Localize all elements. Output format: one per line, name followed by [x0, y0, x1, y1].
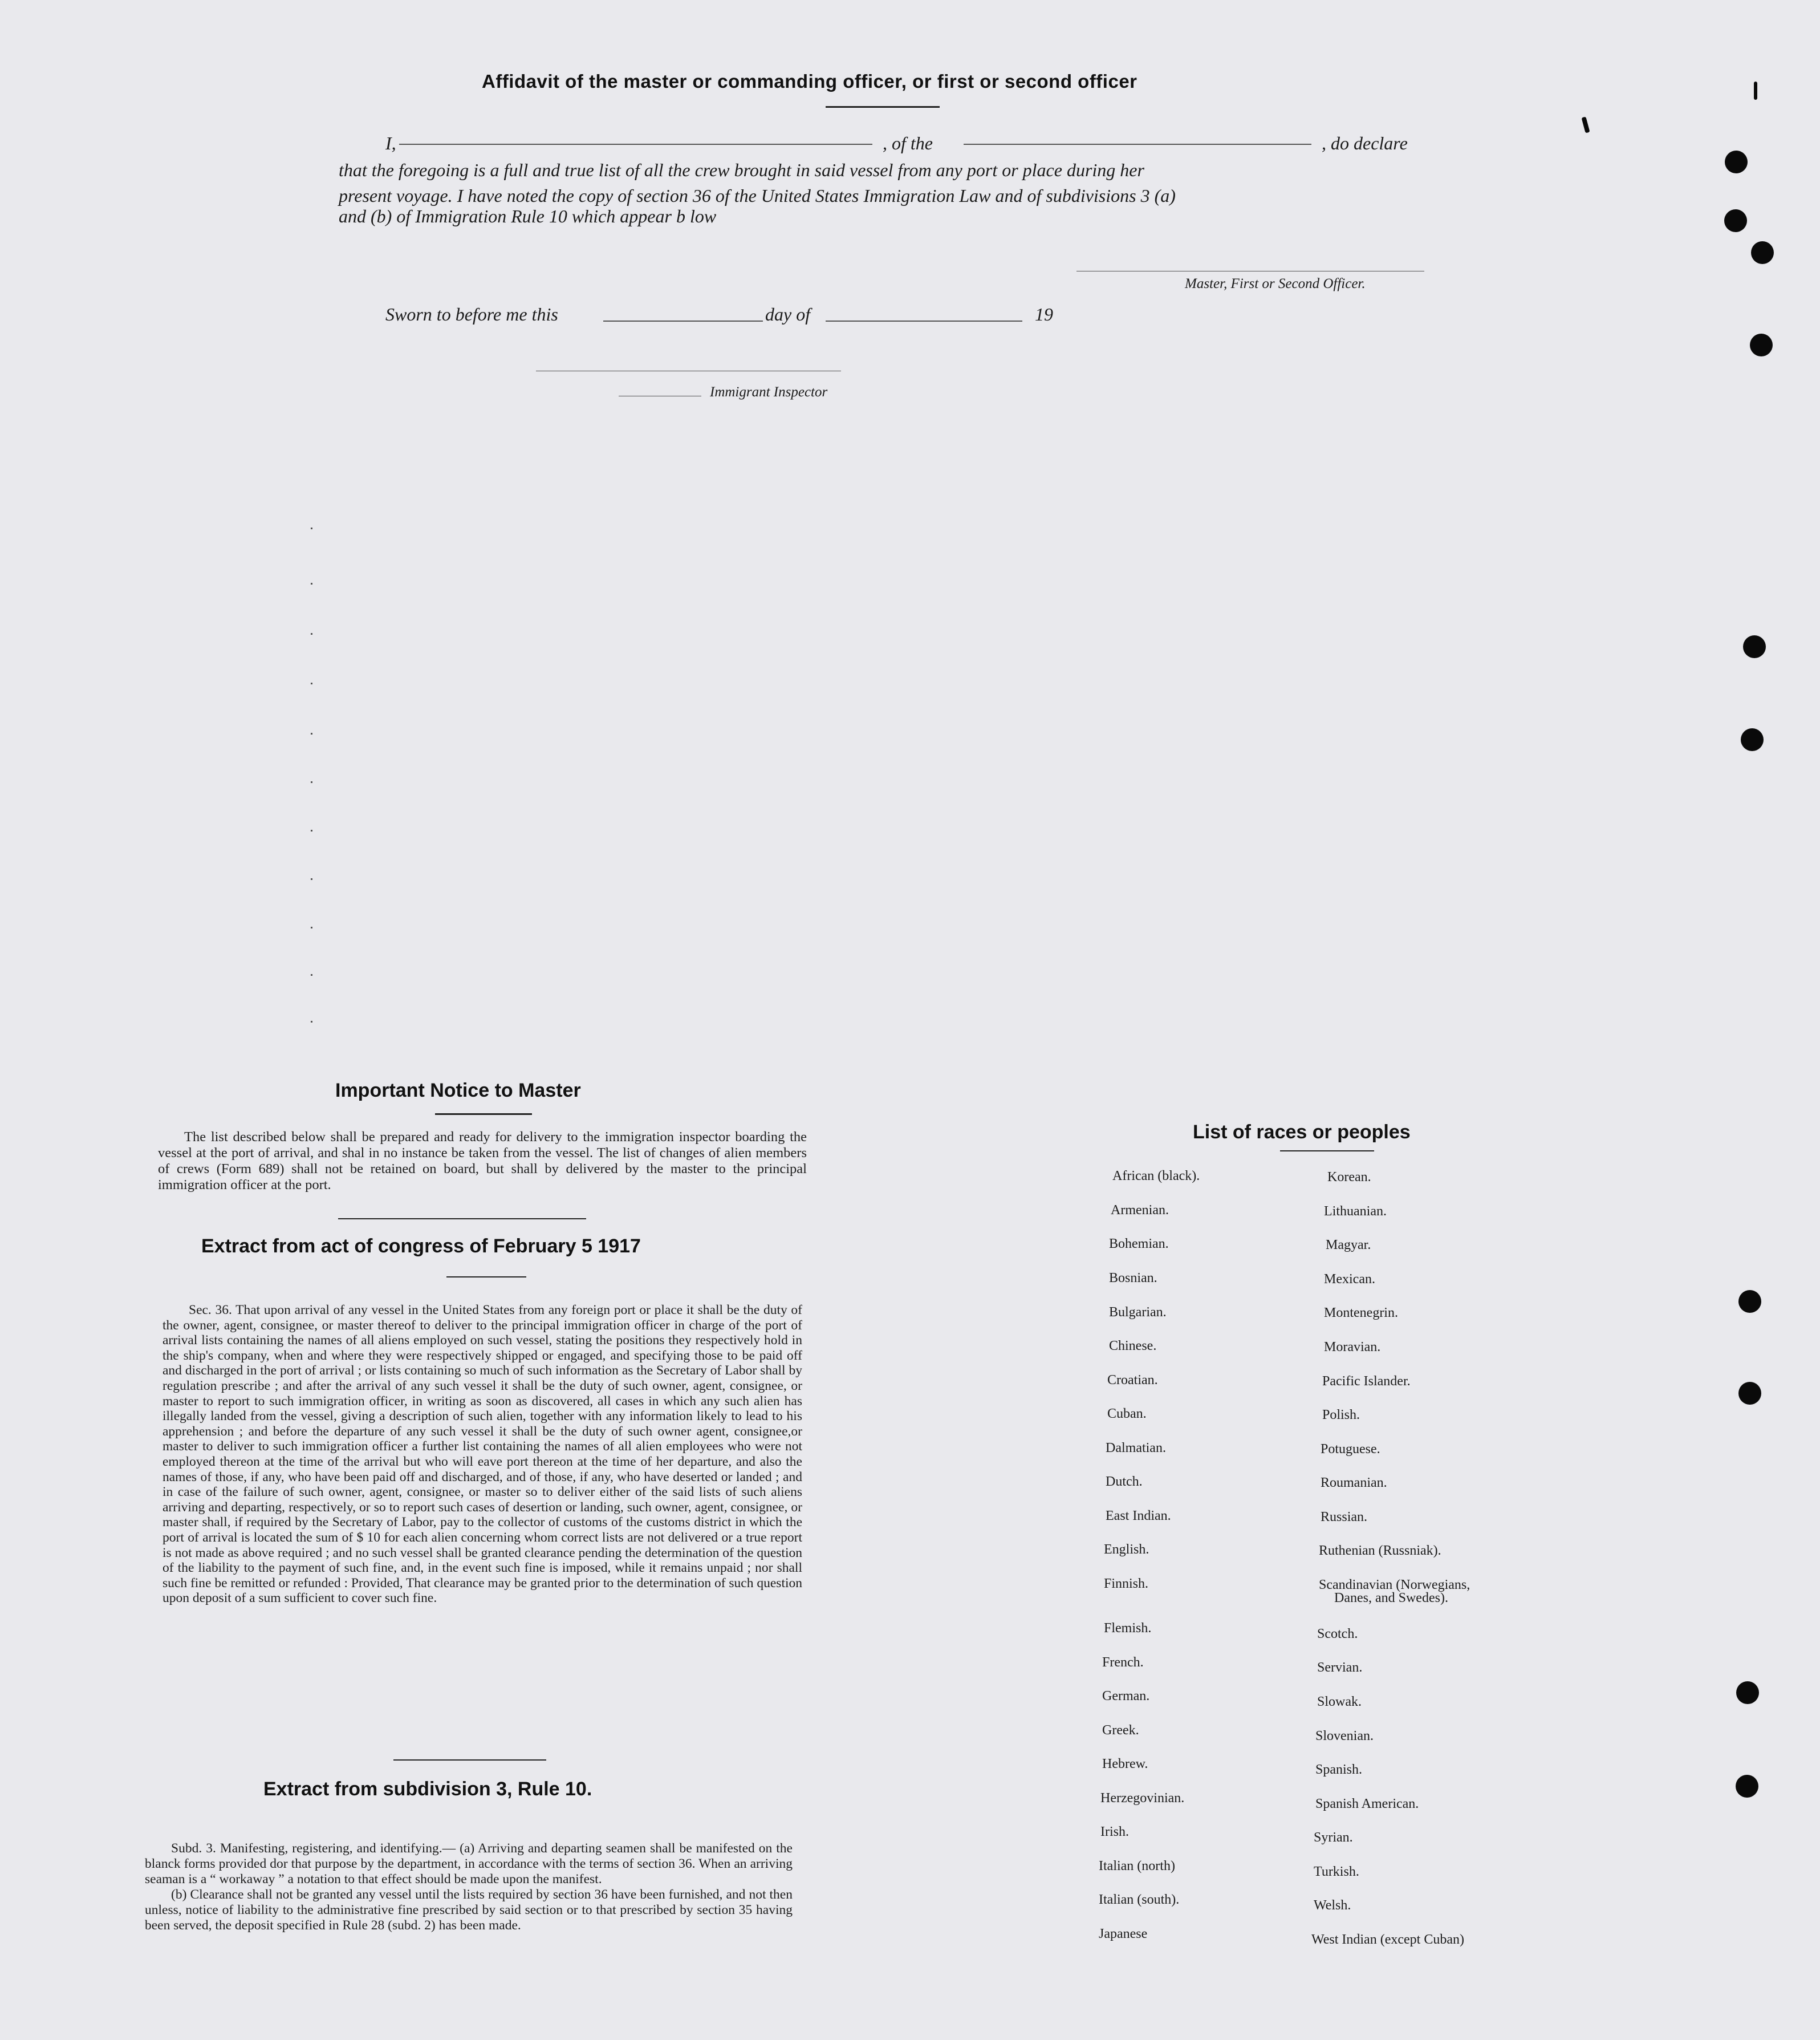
races-title-underline — [1280, 1150, 1374, 1151]
race-item: Japanese — [1099, 1927, 1148, 1941]
extract-rule-para-b: (b) Clearance shall not be granted any vessel until the lists required by section 36 have been furnished, and not then unless, notice of liability to the administrative fine prescribed by said section or to that prescribed by section 35 having been served, the deposit specified in Rule 28 (subd. 2) has been made. — [145, 1887, 793, 1933]
race-item: Potuguese. — [1321, 1442, 1380, 1457]
margin-tick — [311, 781, 312, 783]
race-item: Ruthenian (Russniak). — [1319, 1543, 1441, 1558]
race-item: African (black). — [1112, 1169, 1200, 1183]
race-item: East Indian. — [1106, 1508, 1171, 1523]
margin-tick — [311, 1021, 312, 1023]
race-item: English. — [1104, 1542, 1149, 1557]
punch-hole — [1724, 209, 1747, 232]
race-item: Welsh. — [1314, 1898, 1351, 1913]
extract-rule-title: Extract from subdivision 3, Rule 10. — [263, 1778, 592, 1800]
margin-tick — [311, 830, 312, 832]
race-item: Dalmatian. — [1106, 1441, 1166, 1455]
race-item: Danes, and Swedes). — [1334, 1591, 1448, 1605]
extract-act-title: Extract from act of congress of February 5 1917 — [201, 1235, 641, 1257]
race-item: Finnish. — [1104, 1576, 1149, 1591]
edge-mark — [1582, 116, 1590, 133]
punch-hole — [1725, 151, 1748, 173]
race-item: Servian. — [1317, 1660, 1363, 1675]
race-item: Croatian. — [1107, 1373, 1158, 1388]
race-item: Syrian. — [1314, 1830, 1353, 1845]
race-item: Herzegovinian. — [1100, 1791, 1185, 1806]
margin-tick — [311, 528, 312, 529]
affidavit-body-line-2: present voyage. I have noted the copy of section 36 of the United States Immigration Law and of subdivisions 3 (a) — [339, 185, 1176, 206]
race-item: Scotch. — [1317, 1627, 1358, 1641]
sworn-label: Sworn to before me this — [385, 304, 558, 325]
race-item: German. — [1102, 1689, 1150, 1704]
notice-divider — [338, 1218, 586, 1219]
inspector-label: Immigrant Inspector — [710, 384, 828, 400]
race-item: Montenegrin. — [1324, 1305, 1398, 1320]
affidavit-title: Affidavit of the master or commanding officer, or first or second officer — [482, 71, 1138, 92]
races-title: List of races or peoples — [1193, 1121, 1411, 1143]
margin-tick — [311, 927, 312, 928]
race-item: Mexican. — [1324, 1272, 1375, 1287]
notice-title-underline — [435, 1113, 532, 1115]
race-item: Armenian. — [1111, 1203, 1169, 1218]
race-item: Korean. — [1327, 1170, 1371, 1185]
of-the-label: , of the — [883, 133, 933, 153]
race-item: Hebrew. — [1102, 1757, 1148, 1771]
extract-rule-para-a: Subd. 3. Manifesting, registering, and identifying.— (a) Arriving and departing seamen shall be manifested on the blanck forms provided dor that purpose by the department, in accordance with the terms of section 36. When an arriving seaman is a “ workaway ” a notation to that effect should be made upon the manifest. — [145, 1841, 793, 1887]
race-item: Moravian. — [1324, 1340, 1381, 1354]
margin-tick — [311, 974, 312, 976]
punch-hole — [1741, 728, 1764, 751]
affidavit-body-line-3: and (b) of Immigration Rule 10 which appear b low — [339, 206, 717, 226]
margin-tick — [311, 878, 312, 880]
race-item: Bohemian. — [1109, 1236, 1169, 1251]
declarant-label: I, — [385, 133, 396, 153]
race-item: French. — [1102, 1655, 1144, 1670]
race-item: Dutch. — [1106, 1474, 1143, 1489]
vessel-name-field[interactable] — [964, 144, 1311, 145]
race-item: Cuban. — [1107, 1406, 1147, 1421]
punch-hole — [1750, 334, 1773, 356]
extract-act-underline — [446, 1276, 526, 1277]
race-item: Russian. — [1321, 1510, 1368, 1524]
margin-tick — [311, 733, 312, 735]
race-item: Scandinavian (Norwegians, — [1319, 1577, 1470, 1592]
extract-act-text: Sec. 36. That upon arrival of any vessel in the United States from any foreign port or place it shall be the duty of the owner, agent, consignee, or master thereof to deliver to the principal immigration officer in charge of the port of arrival lists containing the names of all aliens employed on such vessel, stating the positions they respectively hold in the ship's company, when and where they were respectively shipped or engaged, and specifying those to be paid off and discharged in the port of arrival ; or lists containing so much of such information as the Secretary of Labor shall by regulation prescribe ; and after the arrival of any such vessel it shall be the duty of such owner, agent, consignee, or master to report to such immigration officer, in writing as soon as discovered, all cases in which any such alien has illegally landed from the vessel, giving a description of such alien, together with any information likely to lead to his apprehension ; and before the departure of any such vessel it shall be the duty of such owner agent, consignee,or master to deliver to such immigration officer a further list containing the names of all alien employees who were not employed thereon at the time of the arrival but who will eave port thereon at the time of her departure, and also the names of those, if any, who have been paid off and discharged, and of those, if any, who have deserted or landed ; and in case of the failure of such owner, agent, consignee, or master so to deliver either of the said lists of such aliens arriving and departing, respectively, or so to report such cases of desertion or landing, such owner, agent, consignee, or master shall, if required by the Secretary of Labor, pay to the collector of customs of the customs district in which the port of arrival is located the sum of $ 10 for each alien concerning whom correct lists are not delivered or a true report is not made as above required ; and no such vessel shall be granted clearance pending the determination of the question of the liability to the payment of such fine, and, in the event such fine is imposed, while it remains unpaid ; nor shall such fine be remitted or refunded : Provided, That clearance may be granted prior to the determination of such question upon deposit of a sum sufficient to cover such fine. — [162, 1303, 802, 1606]
race-item: Chinese. — [1109, 1339, 1157, 1353]
race-item: Roumanian. — [1321, 1475, 1387, 1490]
notice-title: Important Notice to Master — [335, 1080, 581, 1101]
race-item: Polish. — [1322, 1408, 1360, 1422]
day-of-label: day of — [765, 304, 811, 325]
margin-tick — [311, 683, 312, 684]
race-item: West Indian (except Cuban) — [1311, 1932, 1464, 1947]
officer-signature-label: Master, First or Second Officer. — [1185, 276, 1366, 291]
margin-tick — [311, 583, 312, 585]
year-label: 19 — [1035, 304, 1053, 325]
race-item: Slovenian. — [1315, 1729, 1374, 1743]
race-item: Italian (north) — [1099, 1859, 1175, 1873]
race-item: Flemish. — [1104, 1621, 1152, 1636]
do-declare-label: , do declare — [1322, 133, 1408, 153]
punch-hole — [1736, 1775, 1758, 1798]
race-item: Greek. — [1102, 1723, 1139, 1738]
race-item: Bulgarian. — [1109, 1305, 1167, 1320]
race-item: Bosnian. — [1109, 1271, 1157, 1285]
extract-act-divider — [393, 1759, 546, 1761]
race-item: Spanish American. — [1315, 1796, 1419, 1811]
margin-tick — [311, 633, 312, 635]
declarant-name-field[interactable] — [399, 144, 872, 145]
affidavit-title-underline — [826, 106, 940, 108]
extract-rule-text — [145, 1841, 793, 1933]
sworn-month-field[interactable] — [826, 321, 1022, 322]
race-item: Lithuanian. — [1324, 1204, 1387, 1219]
race-item: Turkish. — [1314, 1864, 1359, 1879]
race-item: Spanish. — [1315, 1762, 1363, 1777]
race-item: Slowak. — [1317, 1694, 1362, 1709]
notice-text: The list described below shall be prepared and ready for delivery to the immigration inspector boarding the vessel at the port of arrival, and shal in no instance be taken from the vessel. The list of changes of alien members of crews (Form 689) shall not be retained on board, but shall by delivered by the master to the principal immigration officer at the port. — [158, 1129, 807, 1193]
race-item: Magyar. — [1326, 1238, 1371, 1252]
punch-hole — [1743, 635, 1766, 658]
punch-hole — [1751, 241, 1774, 264]
sworn-day-field[interactable] — [603, 321, 763, 322]
punch-hole — [1738, 1290, 1761, 1313]
punch-hole — [1738, 1382, 1761, 1405]
affidavit-body-line-1: that the foregoing is a full and true list of all the crew brought in said vessel from any port or place during her — [339, 160, 1144, 180]
race-item: Pacific Islander. — [1322, 1374, 1411, 1389]
punch-hole — [1736, 1681, 1759, 1704]
race-item: Irish. — [1100, 1824, 1129, 1839]
edge-mark — [1754, 82, 1757, 100]
race-item: Italian (south). — [1099, 1892, 1180, 1907]
